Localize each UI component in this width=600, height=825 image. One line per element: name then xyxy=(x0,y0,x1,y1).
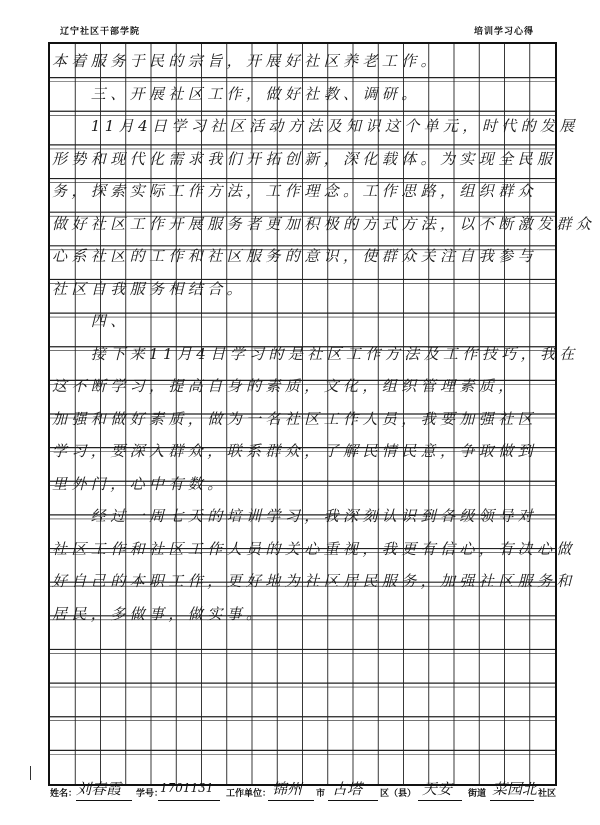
handwritten-line: 接下来11月4日学习的是社区工作方法及工作技巧，我在 xyxy=(52,344,579,363)
city-value: 锦州 xyxy=(272,780,303,798)
name-label: 姓名： xyxy=(50,789,78,799)
handwritten-line: 好自己的本职工作，更好地为社区居民服务，加强社区服务和 xyxy=(52,572,576,590)
handwritten-line: 形势和现代化需求我们开拓创新，深化载体。为实现全民服 xyxy=(52,149,557,168)
district-underline xyxy=(328,800,378,801)
handwritten-line: 社区工作和社区工作人员的关心重视，我更有信心，有决心做 xyxy=(52,539,576,558)
name-value: 刘春霞 xyxy=(76,780,122,798)
community-label: 社区 xyxy=(538,789,557,799)
street-value: 天安 xyxy=(422,780,453,798)
handwritten-line: 11月4日学习社区活动方法及知识这个单元，时代的发展 xyxy=(52,117,579,135)
handwritten-line: 学习，要深入群众，联系群众，了解民情民意，争取做到 xyxy=(52,442,538,460)
district-label: 区（县） xyxy=(380,789,417,799)
handwritten-line: 里外门，心中有数。 xyxy=(52,474,227,493)
community-underline xyxy=(490,800,534,801)
handwritten-line: 做好社区工作开展服务者更加积极的方式方法，以不断激发群众 xyxy=(52,214,596,233)
street-label: 街道 xyxy=(468,789,487,799)
work-unit-label: 工作单位： xyxy=(226,789,272,799)
handwritten-line: 居民，多做事，做实事。 xyxy=(52,604,266,623)
student-id-underline xyxy=(158,800,220,801)
city-label: 市 xyxy=(316,789,326,799)
handwritten-line: 本着服务于民的宗旨，开展好社区养老工作。 xyxy=(52,52,441,70)
handwritten-line: 三、开展社区工作，做好社教、调研。 xyxy=(52,84,421,103)
handwritten-line: 四、 xyxy=(52,312,130,330)
student-id-label: 学号： xyxy=(136,789,164,799)
city-underline xyxy=(268,800,314,801)
handwritten-line: 社区自我服务相结合。 xyxy=(52,279,247,298)
street-underline xyxy=(418,800,462,801)
institution-name: 辽宁社区干部学院 xyxy=(60,27,141,37)
student-info-footer xyxy=(50,774,560,804)
student-id-value: 1701131 xyxy=(160,781,214,795)
handwritten-line: 加强和做好素质，做为一名社区工作人员，我要加强社区 xyxy=(52,409,538,428)
name-underline xyxy=(76,800,132,801)
margin-mark xyxy=(30,766,31,780)
handwritten-line: 务，探索实际工作方法，工作理念。工作思路，组织群众 xyxy=(52,182,538,200)
handwritten-line: 这不断学习，提高自身的素质，文化，组织管理素质， xyxy=(52,377,518,395)
document-type-label: 培训学习心得 xyxy=(473,27,534,37)
handwritten-line: 心系社区的工作和社区服务的意识，使群众关注自我参与 xyxy=(52,247,538,265)
handwritten-line: 经过一周七天的培训学习，我深刻认识到各级领导对 xyxy=(52,507,538,525)
page-header xyxy=(0,8,600,37)
district-value: 古塔 xyxy=(332,780,363,798)
community-value: 菜园北 xyxy=(492,780,538,798)
